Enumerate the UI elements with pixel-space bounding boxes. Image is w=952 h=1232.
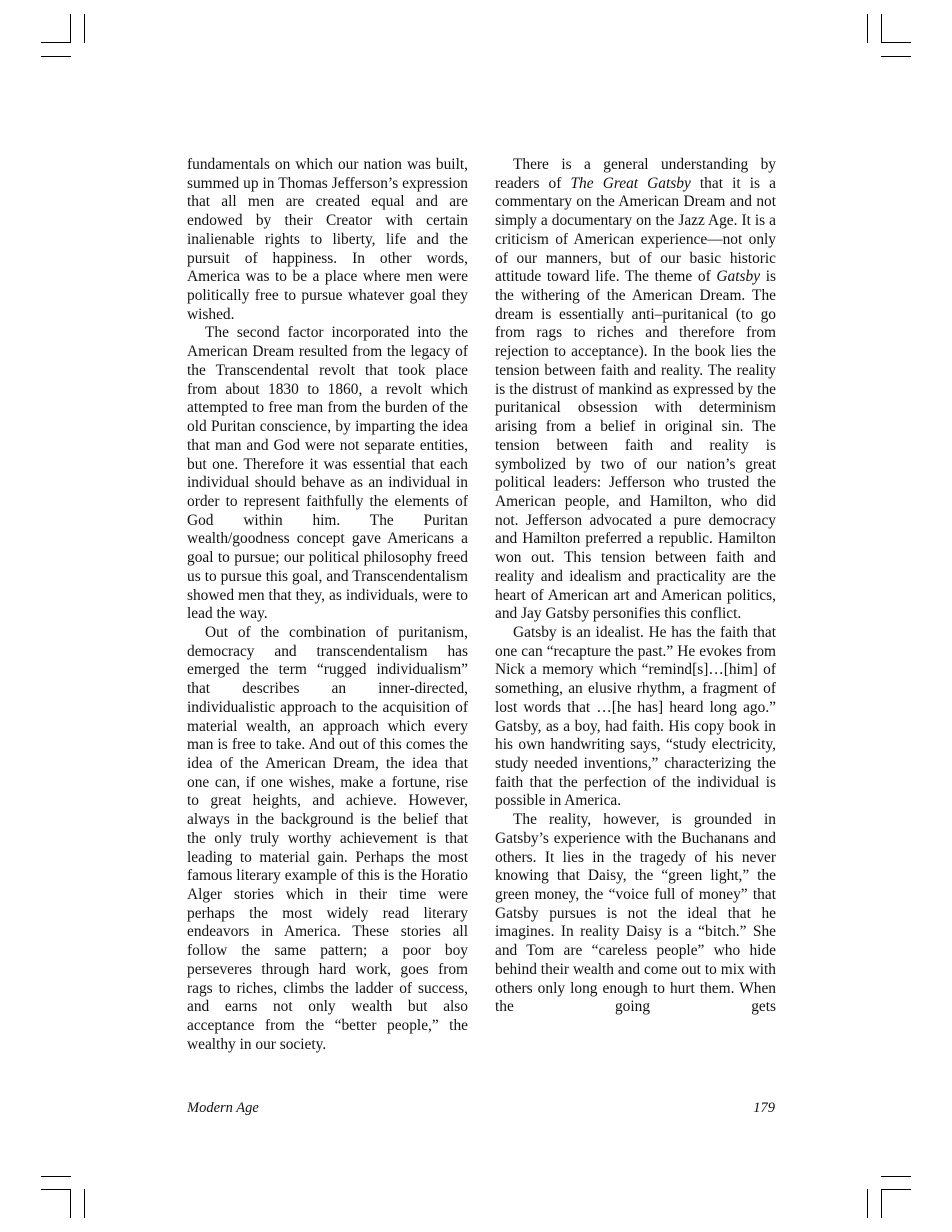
crop-mark-top-left-vertical — [84, 14, 85, 43]
page-number: 179 — [753, 1100, 775, 1116]
left-text-column — [187, 156, 468, 1055]
paragraph-text: There is a general understanding by readers of — [495, 156, 776, 192]
crop-mark-bottom-left-horizontal — [41, 1189, 71, 1190]
paragraph: The second factor incorporated into the American Dream resulted from the legacy of the Transcendental revolt that took place from about 1830 to 1860, a revolt which attempted to free man from the burden of the old Puritan conscience, by imparting the idea that man and God were not separate entities, but one. Therefore it was essential that each individual should behave as an individual in order to represent faithfully the elements of God within him. The Puritan wealth/goodness concept gave Americans a goal to pursue; our political philosophy freed us to pursue this goal, and Transcendentalism showed men that they, as individuals, were to lead the way. — [187, 324, 468, 623]
paragraph-text: is the withering of the American Dream. The dream is essentially anti–puritanical (to go from rags to riches and therefore from rejection to acceptance). In the book lies the tension between faith and reality. The reality is the distrust of mankind as expressed by the puritanical obsession with determinism arising from a belief in original sin. The tension between faith and reality is symbolized by two of our nation’s great political leaders: Jefferson who trusted the American people, and Hamilton, who did not. Jefferson advocated a pure democracy and Hamilton preferred a republic. Hamilton won out. This tension between faith and reality and idealism and practicality are the heart of American art and American politics, and Jay Gatsby personifies this conflict. — [495, 268, 776, 623]
crop-mark-bottom-right-horizontal — [881, 1189, 911, 1190]
crop-mark-top-right-vertical — [867, 14, 868, 43]
right-text-column — [495, 156, 776, 1017]
paragraph: Gatsby is an idealist. He has the faith that one can “recapture the past.” He evokes from Nick a memory which “remind[s]…[him] of something, an elusive rhythm, a fragment of lost words that …[he has] heard long ago.” Gatsby, as a boy, had faith. His copy book in his own handwriting says, “study electricity, study needed inventions,” characterizing the faith that the perfection of the individual is possible in America. — [495, 623, 776, 810]
book-title: Gatsby — [716, 268, 761, 286]
crop-mark-top-left-horizontal — [41, 42, 71, 43]
crop-mark-bottom-left-horizontal — [41, 1176, 71, 1177]
book-title: The Great Gatsby — [570, 174, 691, 192]
crop-mark-top-right-vertical — [881, 14, 882, 43]
paragraph: fundamentals on which our nation was built, summed up in Thomas Jefferson’s expression that all men are created equal and are endowed by their Creator with certain inalienable rights to liberty, life and the pursuit of happiness. In other words, America was to be a place where men were politically free to pursue whatever goal they wished. — [187, 156, 468, 323]
crop-mark-bottom-right-vertical — [881, 1189, 882, 1218]
crop-mark-bottom-left-vertical — [70, 1189, 71, 1218]
crop-mark-bottom-right-vertical — [867, 1189, 868, 1218]
crop-mark-top-left-horizontal — [41, 56, 71, 57]
paragraph: The reality, however, is grounded in Gatsby’s experience with the Buchanans and others. It lies in the tragedy of his never knowing that Daisy, the “green light,” the green money, the “voice full of money” that Gatsby pursues is not the ideal that he imagines. In reality Daisy is a “bitch.” She and Tom are “careless people” who hide behind their wealth and come out to mix with others only long enough to hurt them. When the going gets — [495, 811, 776, 1016]
crop-mark-top-right-horizontal — [881, 56, 911, 57]
paragraph — [495, 156, 776, 624]
paragraph-text: that it is a commentary on the American Dream and not simply a documentary on the Jazz Age. It is a criticism of American experience—not only of our manners, but of our basic historic attitude toward life. The theme of — [495, 174, 777, 286]
crop-mark-bottom-right-horizontal — [881, 1176, 911, 1177]
paragraph: Out of the combination of puritanism, democracy and transcendentalism has emerged the term “rugged individualism” that describes an inner-directed, individualistic approach to the acquisition of material wealth, an approach which every man is free to take. And out of this comes the idea of the American Dream, the idea that one can, if one wishes, make a fortune, rise to great heights, and achieve. However, always in the background is the belief that the only truly worthy achievement is that leading to material gain. Perhaps the most famous literary example of this is the Horatio Alger stories which in their time were perhaps the most widely read literary endeavors in America. These stories all follow the same pattern; a poor boy perseveres through hard work, goes from rags to riches, climbs the ladder of success, and earns not only wealth but also acceptance from the “better people,” the wealthy in our society. — [187, 623, 468, 1053]
crop-mark-top-left-vertical — [70, 14, 71, 43]
crop-mark-top-right-horizontal — [881, 42, 911, 43]
journal-name: Modern Age — [187, 1100, 259, 1116]
crop-mark-bottom-left-vertical — [84, 1189, 85, 1218]
